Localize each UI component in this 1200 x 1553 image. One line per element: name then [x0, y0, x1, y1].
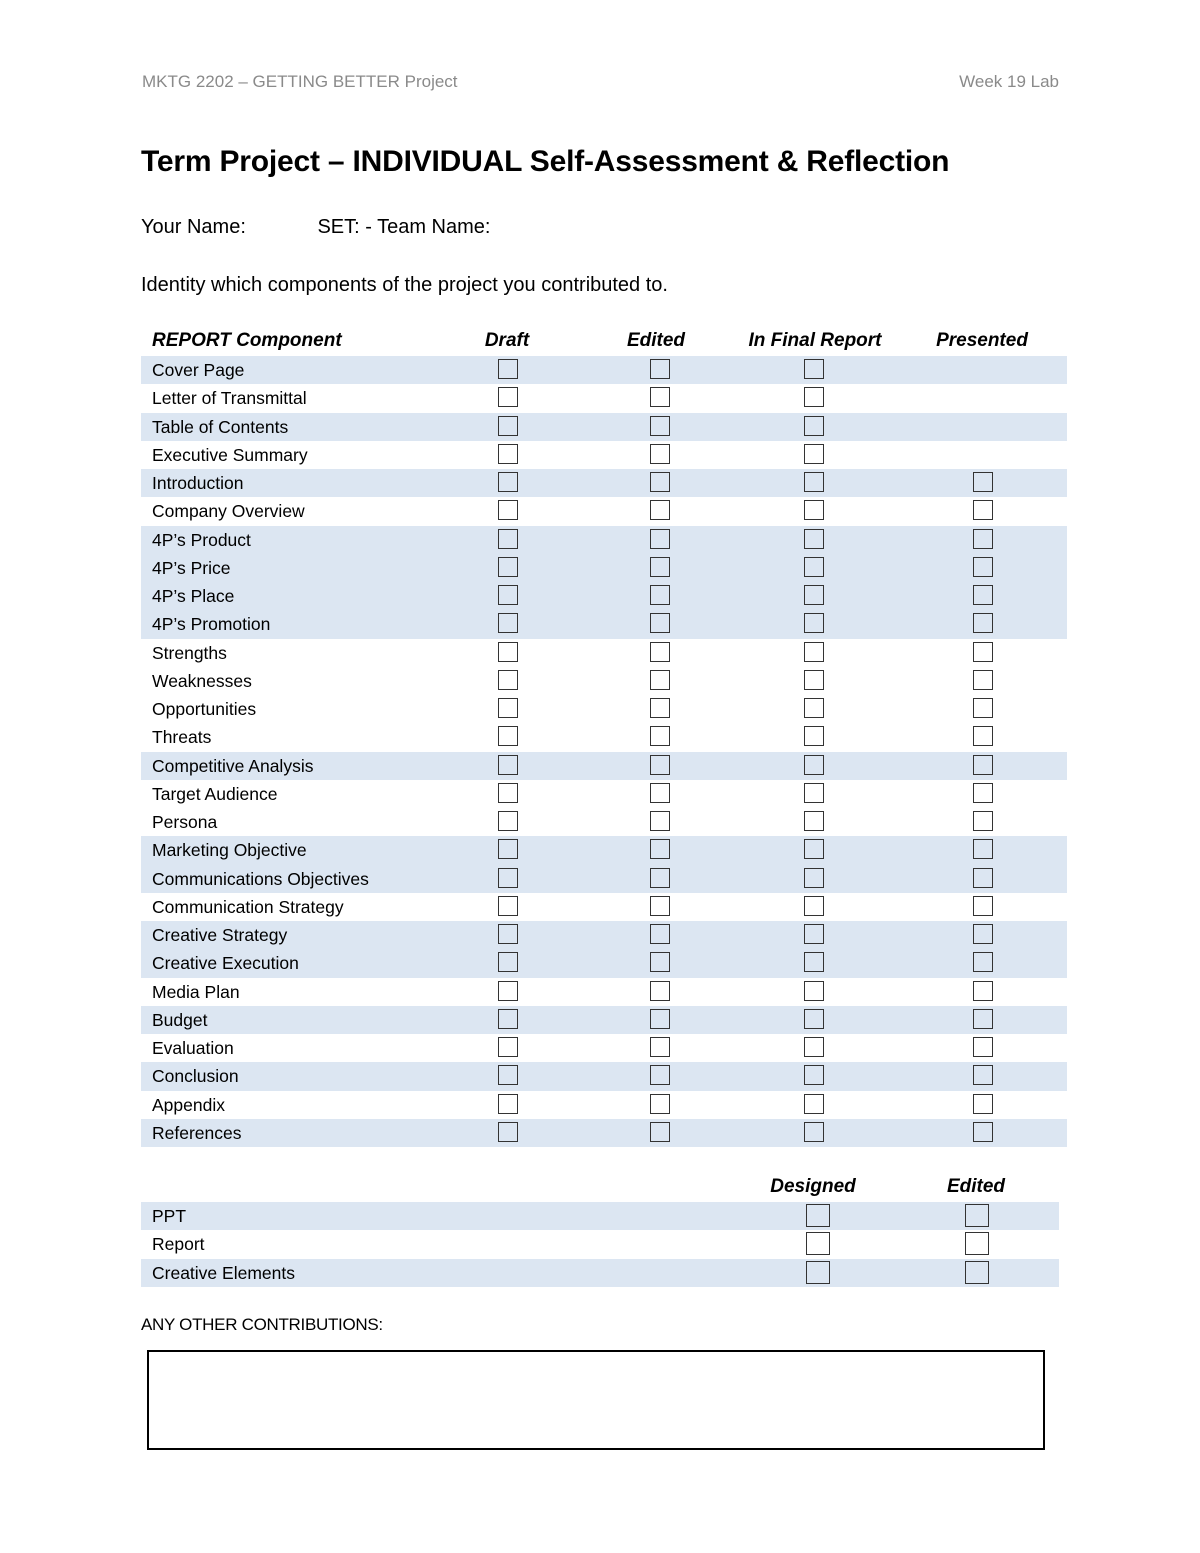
- edited-checkbox-appendix[interactable]: [650, 1094, 670, 1114]
- component-label: Media Plan: [152, 981, 240, 1002]
- draft-checkbox-table-of-contents[interactable]: [498, 416, 518, 436]
- edited-checkbox-4ps-place[interactable]: [650, 585, 670, 605]
- design-table-header: [141, 1174, 1059, 1202]
- edited-checkbox-competitive-analysis[interactable]: [650, 755, 670, 775]
- draft-checkbox-target-audience[interactable]: [498, 783, 518, 803]
- edited-checkbox-creative-execution[interactable]: [650, 952, 670, 972]
- edited-checkbox-references[interactable]: [650, 1122, 670, 1142]
- table-row: [141, 836, 1067, 864]
- table-row: [141, 921, 1067, 949]
- presented-checkbox-communications-objectives[interactable]: [973, 868, 993, 888]
- presented-checkbox-budget[interactable]: [973, 1009, 993, 1029]
- component-label: Introduction: [152, 473, 244, 493]
- presented-checkbox-communication-strategy[interactable]: [973, 896, 993, 916]
- component-label: Threats: [152, 727, 212, 748]
- col-header-draft: Draft: [484, 330, 530, 351]
- draft-checkbox-strengths[interactable]: [498, 642, 518, 662]
- draft-checkbox-threats[interactable]: [498, 726, 518, 746]
- presented-checkbox-4ps-promotion[interactable]: [973, 613, 993, 633]
- edited-checkbox-report[interactable]: [965, 1232, 989, 1255]
- final-report-checkbox-competitive-analysis[interactable]: [804, 755, 824, 775]
- component-label: Conclusion: [152, 1066, 239, 1087]
- page-title: Term Project – INDIVIDUAL Self-Assessment & Reflection: [141, 145, 950, 178]
- final-report-checkbox-cover-page[interactable]: [804, 359, 824, 379]
- designed-checkbox-creative-elements[interactable]: [806, 1261, 830, 1284]
- final-report-checkbox-table-of-contents[interactable]: [804, 416, 824, 436]
- component-label: 4P’s Place: [152, 586, 235, 606]
- presented-checkbox-weaknesses[interactable]: [973, 670, 993, 690]
- table-row: [141, 356, 1067, 384]
- edited-checkbox-cover-page[interactable]: [650, 359, 670, 379]
- presented-checkbox-evaluation[interactable]: [973, 1037, 993, 1057]
- final-report-checkbox-communications-objectives[interactable]: [804, 868, 824, 888]
- draft-checkbox-references[interactable]: [498, 1122, 518, 1142]
- edited-checkbox-evaluation[interactable]: [650, 1037, 670, 1057]
- component-label: 4P’s Price: [152, 557, 231, 578]
- draft-checkbox-4ps-place[interactable]: [498, 585, 518, 605]
- presented-checkbox-company-overview[interactable]: [973, 500, 993, 520]
- header-week: Week 19 Lab: [959, 72, 1059, 91]
- final-report-checkbox-executive-summary[interactable]: [804, 444, 824, 464]
- presented-checkbox-4ps-product[interactable]: [973, 529, 993, 549]
- table-row: [141, 808, 1067, 836]
- table-row: [141, 582, 1067, 610]
- draft-checkbox-4ps-price[interactable]: [498, 557, 518, 577]
- table-row: [141, 893, 1067, 921]
- component-label: 4P’s Promotion: [152, 614, 271, 635]
- component-label: Cover Page: [152, 360, 245, 380]
- component-label: Creative Strategy: [152, 925, 288, 945]
- other-contributions-box[interactable]: [147, 1350, 1045, 1450]
- draft-checkbox-competitive-analysis[interactable]: [498, 755, 518, 775]
- draft-checkbox-communications-objectives[interactable]: [498, 868, 518, 888]
- final-report-checkbox-4ps-place[interactable]: [804, 585, 824, 605]
- final-report-checkbox-weaknesses[interactable]: [804, 670, 824, 690]
- draft-checkbox-budget[interactable]: [498, 1009, 518, 1029]
- presented-checkbox-introduction[interactable]: [973, 472, 993, 492]
- edited-checkbox-strengths[interactable]: [650, 642, 670, 662]
- edited-checkbox-company-overview[interactable]: [650, 500, 670, 520]
- component-label: References: [152, 1122, 242, 1143]
- table-row: [141, 949, 1067, 977]
- table-row: [141, 865, 1067, 893]
- other-contributions-label: ANY OTHER CONTRIBUTIONS:: [141, 1315, 383, 1334]
- final-report-checkbox-4ps-promotion[interactable]: [804, 613, 824, 633]
- final-report-checkbox-marketing-objective[interactable]: [804, 839, 824, 859]
- draft-checkbox-communication-strategy[interactable]: [498, 896, 518, 916]
- deliverable-label: PPT: [152, 1206, 187, 1226]
- table-row: [141, 978, 1067, 1006]
- draft-checkbox-letter-of-transmittal[interactable]: [498, 387, 518, 407]
- presented-checkbox-references[interactable]: [973, 1122, 993, 1142]
- draft-checkbox-4ps-product[interactable]: [498, 529, 518, 549]
- component-label: Budget: [152, 1009, 208, 1030]
- final-report-checkbox-company-overview[interactable]: [804, 500, 824, 520]
- table-row: [141, 1259, 1059, 1287]
- component-label: Opportunities: [152, 699, 257, 719]
- instructions: Identity which components of the project you contributed to.: [141, 274, 668, 296]
- draft-checkbox-evaluation[interactable]: [498, 1037, 518, 1057]
- edited-checkbox-ppt[interactable]: [965, 1204, 989, 1227]
- col-header-final-report: In Final Report: [748, 330, 882, 351]
- draft-checkbox-marketing-objective[interactable]: [498, 839, 518, 859]
- presented-checkbox-persona[interactable]: [973, 811, 993, 831]
- presented-checkbox-target-audience[interactable]: [973, 783, 993, 803]
- draft-checkbox-conclusion[interactable]: [498, 1065, 518, 1085]
- table-row: [141, 384, 1067, 412]
- table-row: [141, 1119, 1067, 1147]
- designed-checkbox-ppt[interactable]: [806, 1204, 830, 1227]
- final-report-checkbox-target-audience[interactable]: [804, 783, 824, 803]
- component-label: Creative Execution: [152, 953, 299, 974]
- edited-checkbox-table-of-contents[interactable]: [650, 416, 670, 436]
- table-row: [141, 1034, 1067, 1062]
- final-report-checkbox-letter-of-transmittal[interactable]: [804, 387, 824, 407]
- table-row: [141, 497, 1067, 525]
- draft-checkbox-media-plan[interactable]: [498, 981, 518, 1001]
- component-label: Communications Objectives: [152, 868, 369, 889]
- draft-checkbox-executive-summary[interactable]: [498, 444, 518, 464]
- component-label: Executive Summary: [152, 444, 308, 465]
- table-row: [141, 752, 1067, 780]
- table-row: [141, 667, 1067, 695]
- final-report-checkbox-threats[interactable]: [804, 726, 824, 746]
- presented-checkbox-creative-execution[interactable]: [973, 952, 993, 972]
- col-header-edited: Edited: [626, 330, 686, 351]
- your-name-label: Your Name:: [141, 216, 246, 238]
- final-report-checkbox-introduction[interactable]: [804, 472, 824, 492]
- component-label: 4P’s Product: [152, 529, 251, 550]
- table-row: [141, 610, 1067, 638]
- presented-checkbox-competitive-analysis[interactable]: [973, 755, 993, 775]
- col-header-edited-2: Edited: [946, 1176, 1006, 1197]
- table-row: [141, 1202, 1059, 1230]
- draft-checkbox-weaknesses[interactable]: [498, 670, 518, 690]
- table-row: [141, 441, 1067, 469]
- final-report-checkbox-persona[interactable]: [804, 811, 824, 831]
- table-row: [141, 695, 1067, 723]
- presented-checkbox-opportunities[interactable]: [973, 698, 993, 718]
- name-line: [141, 216, 490, 239]
- report-component-table: [141, 328, 1067, 1147]
- edited-checkbox-persona[interactable]: [650, 811, 670, 831]
- edited-checkbox-letter-of-transmittal[interactable]: [650, 387, 670, 407]
- col-header-designed: Designed: [770, 1176, 856, 1197]
- final-report-checkbox-references[interactable]: [804, 1122, 824, 1142]
- final-report-checkbox-4ps-price[interactable]: [804, 557, 824, 577]
- deliverable-label: Report: [152, 1234, 205, 1255]
- table-row: [141, 723, 1067, 751]
- component-label: Table of Contents: [152, 416, 289, 437]
- deliverable-label: Creative Elements: [152, 1262, 295, 1283]
- table-row: [141, 526, 1067, 554]
- component-label: Communication Strategy: [152, 896, 344, 917]
- edited-checkbox-communication-strategy[interactable]: [650, 896, 670, 916]
- component-label: Weaknesses: [152, 670, 252, 691]
- draft-checkbox-company-overview[interactable]: [498, 500, 518, 520]
- table-row: [141, 1230, 1059, 1258]
- presented-checkbox-strengths[interactable]: [973, 642, 993, 662]
- component-label: Target Audience: [152, 783, 278, 804]
- draft-checkbox-persona[interactable]: [498, 811, 518, 831]
- draft-checkbox-appendix[interactable]: [498, 1094, 518, 1114]
- final-report-checkbox-budget[interactable]: [804, 1009, 824, 1029]
- presented-checkbox-creative-strategy[interactable]: [973, 924, 993, 944]
- component-label: Evaluation: [152, 1038, 234, 1058]
- table-row: [141, 1091, 1067, 1119]
- component-label: Letter of Transmittal: [152, 388, 307, 409]
- edited-checkbox-budget[interactable]: [650, 1009, 670, 1029]
- presented-checkbox-media-plan[interactable]: [973, 981, 993, 1001]
- edited-checkbox-weaknesses[interactable]: [650, 670, 670, 690]
- presented-checkbox-marketing-objective[interactable]: [973, 839, 993, 859]
- edited-checkbox-target-audience[interactable]: [650, 783, 670, 803]
- component-label: Marketing Objective: [152, 840, 307, 861]
- edited-checkbox-4ps-price[interactable]: [650, 557, 670, 577]
- draft-checkbox-opportunities[interactable]: [498, 698, 518, 718]
- final-report-checkbox-communication-strategy[interactable]: [804, 896, 824, 916]
- final-report-checkbox-evaluation[interactable]: [804, 1037, 824, 1057]
- col-header-component: REPORT Component: [152, 330, 342, 351]
- col-header-presented: Presented: [936, 330, 1028, 351]
- presented-checkbox-4ps-place[interactable]: [973, 585, 993, 605]
- table-row: [141, 554, 1067, 582]
- table-row: [141, 639, 1067, 667]
- draft-checkbox-4ps-promotion[interactable]: [498, 613, 518, 633]
- edited-checkbox-marketing-objective[interactable]: [650, 839, 670, 859]
- component-label: Company Overview: [152, 501, 305, 522]
- designed-checkbox-report[interactable]: [806, 1232, 830, 1255]
- table-row: [141, 1062, 1067, 1090]
- table-row: [141, 413, 1067, 441]
- table-row: [141, 1006, 1067, 1034]
- draft-checkbox-creative-execution[interactable]: [498, 952, 518, 972]
- header-course: MKTG 2202 – GETTING BETTER Project: [142, 72, 458, 91]
- edited-checkbox-creative-elements[interactable]: [965, 1261, 989, 1284]
- final-report-checkbox-creative-strategy[interactable]: [804, 924, 824, 944]
- edited-checkbox-executive-summary[interactable]: [650, 444, 670, 464]
- edited-checkbox-creative-strategy[interactable]: [650, 924, 670, 944]
- component-label: Strengths: [152, 642, 227, 663]
- edited-checkbox-threats[interactable]: [650, 726, 670, 746]
- edited-checkbox-4ps-product[interactable]: [650, 529, 670, 549]
- component-label: Competitive Analysis: [152, 755, 314, 776]
- final-report-checkbox-conclusion[interactable]: [804, 1065, 824, 1085]
- design-edit-table: [141, 1174, 1059, 1287]
- component-label: Persona: [152, 812, 218, 832]
- final-report-checkbox-strengths[interactable]: [804, 642, 824, 662]
- edited-checkbox-opportunities[interactable]: [650, 698, 670, 718]
- edited-checkbox-media-plan[interactable]: [650, 981, 670, 1001]
- draft-checkbox-creative-strategy[interactable]: [498, 924, 518, 944]
- table-row: [141, 780, 1067, 808]
- edited-checkbox-introduction[interactable]: [650, 472, 670, 492]
- presented-checkbox-conclusion[interactable]: [973, 1065, 993, 1085]
- edited-checkbox-conclusion[interactable]: [650, 1065, 670, 1085]
- presented-checkbox-threats[interactable]: [973, 726, 993, 746]
- final-report-checkbox-media-plan[interactable]: [804, 981, 824, 1001]
- final-report-checkbox-creative-execution[interactable]: [804, 952, 824, 972]
- edited-checkbox-communications-objectives[interactable]: [650, 868, 670, 888]
- final-report-checkbox-opportunities[interactable]: [804, 698, 824, 718]
- final-report-checkbox-4ps-product[interactable]: [804, 529, 824, 549]
- presented-checkbox-appendix[interactable]: [973, 1094, 993, 1114]
- component-label: Appendix: [152, 1094, 225, 1115]
- draft-checkbox-cover-page[interactable]: [498, 359, 518, 379]
- set-team-label: SET: - Team Name:: [317, 216, 491, 238]
- edited-checkbox-4ps-promotion[interactable]: [650, 613, 670, 633]
- final-report-checkbox-appendix[interactable]: [804, 1094, 824, 1114]
- table-row: [141, 469, 1067, 497]
- draft-checkbox-introduction[interactable]: [498, 472, 518, 492]
- report-table-header: [141, 328, 1067, 356]
- presented-checkbox-4ps-price[interactable]: [973, 557, 993, 577]
